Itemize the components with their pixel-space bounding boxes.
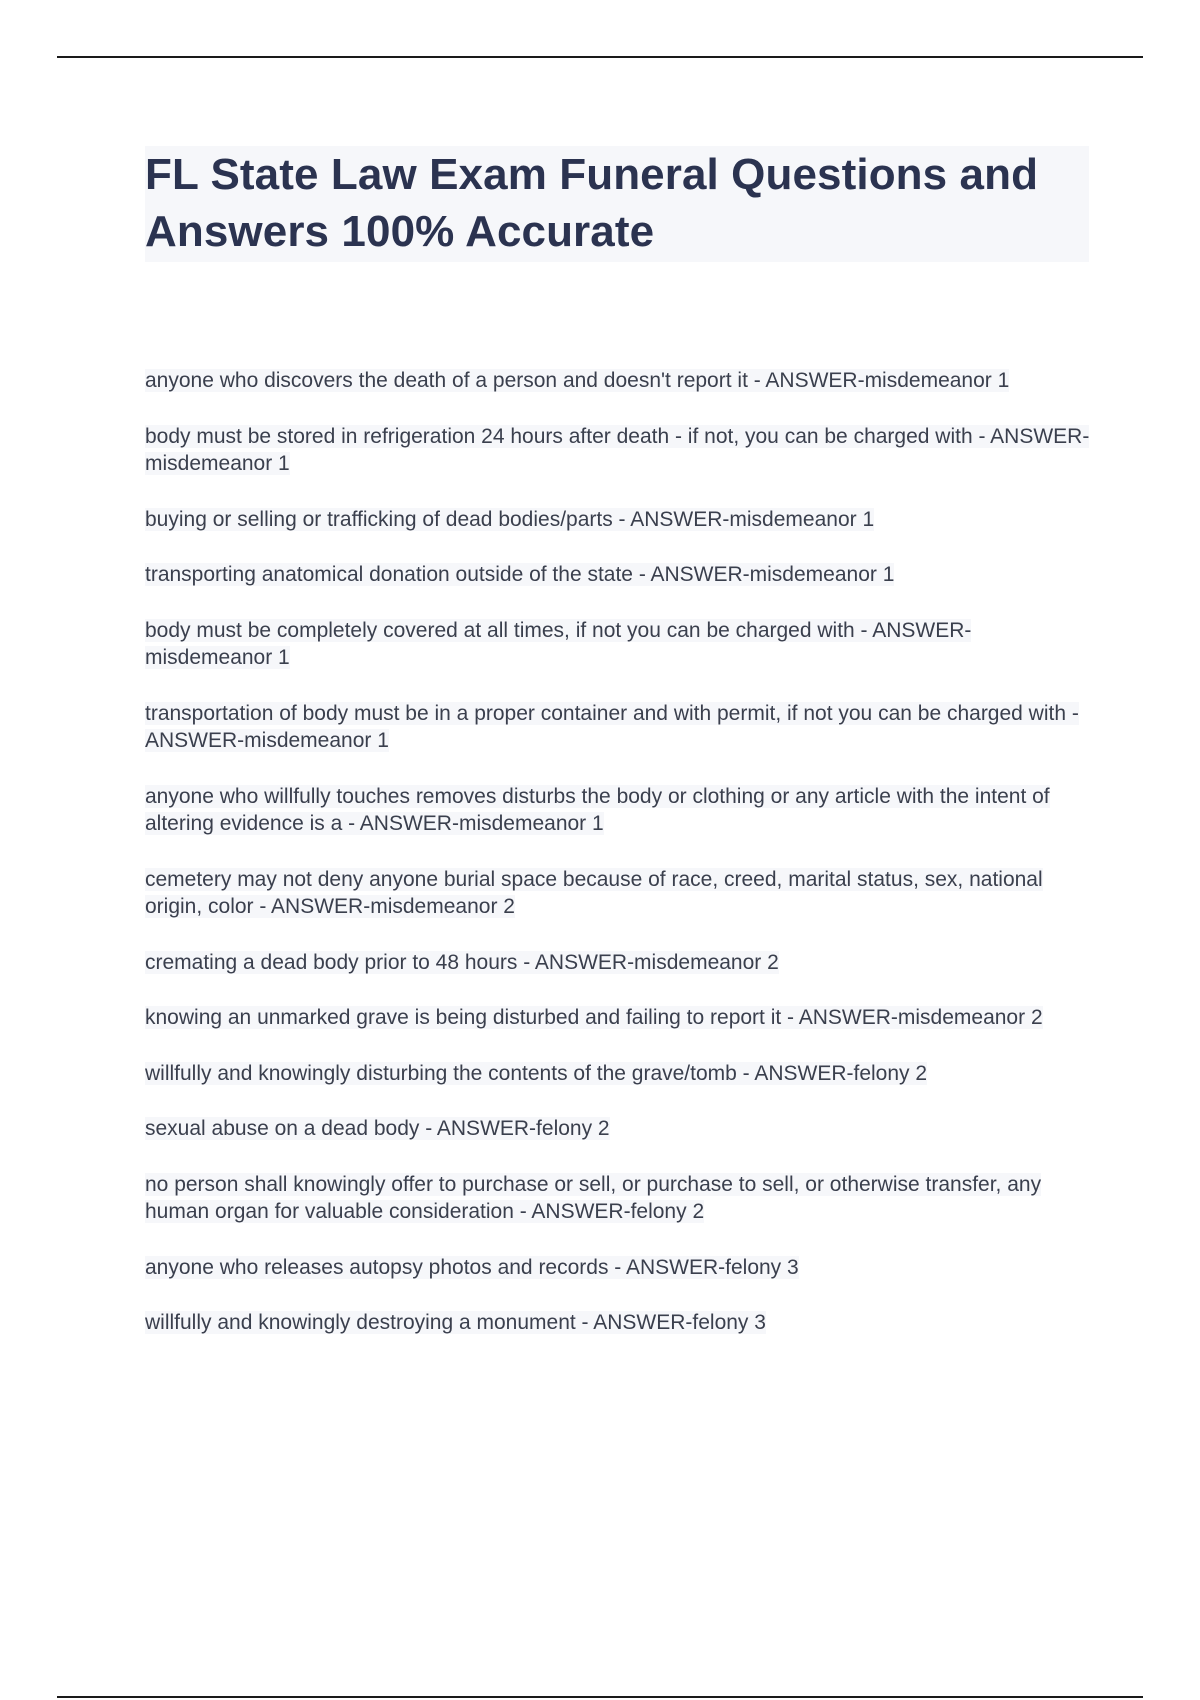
document-title: FL State Law Exam Funeral Questions and Answers 100% Accurate: [145, 150, 1039, 256]
qa-item: [145, 423, 1095, 478]
qa-text: cemetery may not deny anyone burial space because of race, creed, marital status, sex, national origin, color - ANSWER-misdemeanor 2: [145, 867, 1043, 918]
qa-list: [145, 367, 1095, 1365]
qa-text: sexual abuse on a dead body - ANSWER-felony 2: [145, 1117, 610, 1140]
qa-item: [145, 1254, 1095, 1282]
qa-text: anyone who willfully touches removes disturbs the body or clothing or any article with the intent of altering evidence is a - ANSWER-misdemeanor 1: [145, 784, 1050, 835]
qa-item: [145, 1115, 1095, 1143]
qa-text: willfully and knowingly destroying a monument - ANSWER-felony 3: [145, 1311, 766, 1334]
qa-item: [145, 367, 1095, 395]
title-block: [145, 146, 1089, 262]
qa-item: [145, 949, 1095, 977]
qa-text: no person shall knowingly offer to purchase or sell, or purchase to sell, or otherwise transfer, any human organ for valuable consideration - ANSWER-felony 2: [145, 1172, 1042, 1223]
qa-item: [145, 700, 1095, 755]
qa-item: [145, 783, 1095, 838]
qa-text: knowing an unmarked grave is being disturbed and failing to report it - ANSWER-misdemeanor 2: [145, 1006, 1043, 1029]
qa-item: [145, 561, 1095, 589]
top-rule: [57, 56, 1143, 58]
qa-text: buying or selling or trafficking of dead bodies/parts - ANSWER-misdemeanor 1: [145, 507, 875, 531]
qa-item: [145, 617, 1095, 672]
qa-item: [145, 1060, 1095, 1088]
qa-item: [145, 1171, 1095, 1226]
qa-text: willfully and knowingly disturbing the contents of the grave/tomb - ANSWER-felony 2: [145, 1061, 928, 1085]
qa-text: body must be stored in refrigeration 24 hours after death - if not, you can be charged with - ANSWER-misdemeanor 1: [145, 424, 1090, 475]
qa-item: [145, 1309, 1095, 1337]
bottom-rule: [57, 1696, 1143, 1698]
qa-text: transportation of body must be in a proper container and with permit, if not you can be charged with - ANSWER-misdemeanor 1: [145, 701, 1079, 752]
qa-text: body must be completely covered at all times, if not you can be charged with - ANSWER-misdemeanor 1: [145, 618, 972, 669]
qa-text: transporting anatomical donation outside of the state - ANSWER-misdemeanor 1: [145, 563, 895, 586]
qa-item: [145, 506, 1095, 534]
qa-text: cremating a dead body prior to 48 hours - ANSWER-misdemeanor 2: [145, 950, 779, 974]
qa-item: [145, 866, 1095, 921]
qa-text: anyone who discovers the death of a person and doesn't report it - ANSWER-misdemeanor 1: [145, 369, 1010, 392]
qa-text: anyone who releases autopsy photos and records - ANSWER-felony 3: [145, 1255, 799, 1279]
qa-item: [145, 1004, 1095, 1032]
